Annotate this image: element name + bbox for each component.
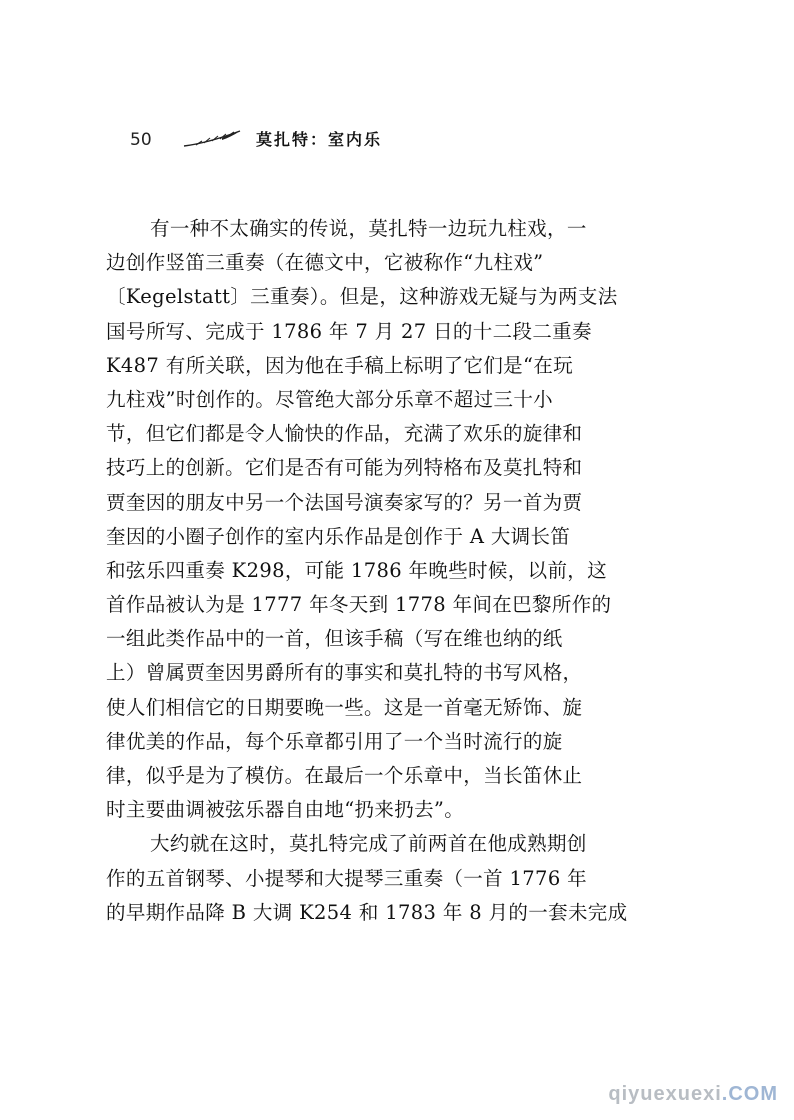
page-number: 50 (130, 130, 152, 150)
paragraph-1-line: 技巧上的创新。它们是否有可能为列特格布及莫扎特和 (106, 456, 583, 480)
paragraph-1-line: 使人们相信它的日期要晚一些。这是一首毫无矫饰、旋 (106, 695, 583, 719)
quill-ornament-icon (182, 130, 242, 148)
paragraph-1-line: 节，但它们都是令人愉快的作品，充满了欢乐的旋律和 (106, 422, 583, 446)
site-watermark (608, 1082, 778, 1106)
page-header (130, 128, 550, 156)
paragraph-1-line: K487 有所关联，因为他在手稿上标明了它们是“在玩 (106, 353, 574, 377)
paragraph-1-line: 和弦乐四重奏 K298，可能 1786 年晚些时候，以前，这 (106, 558, 608, 582)
paragraph-2-line: 的早期作品降 B 大调 K254 和 1783 年 8 月的一套未完成 (106, 900, 628, 924)
paragraph-1-line: 国号所写、完成于 1786 年 7 月 27 日的十二段二重奏 (106, 319, 592, 343)
paragraph-2-line: 大约就在这时，莫扎特完成了前两首在他成熟期创 (150, 832, 587, 856)
paragraph-1-line: 奎因的小圈子创作的室内乐作品是创作于 A 大调长笛 (106, 524, 571, 548)
paragraph-2-line: 作的五首钢琴、小提琴和大提琴三重奏（一首 1776 年 (106, 866, 587, 890)
paragraph-1-line: 律优美的作品，每个乐章都引用了一个当时流行的旋 (106, 729, 563, 753)
paragraph-1-line: 律，似乎是为了模仿。在最后一个乐章中，当长笛休止 (106, 764, 583, 787)
watermark-suffix-text: .COM (721, 1083, 778, 1105)
paragraph-1-line: 上）曾属贾奎因男爵所有的事实和莫扎特的书写风格， (106, 661, 583, 685)
paragraph-1-line: 〔Kegelstatt〕三重奏）。但是，这种游戏无疑与为两支法 (106, 285, 618, 309)
paragraph-1-line: 九柱戏”时创作的。尽管绝大部分乐章不超过三十小 (106, 387, 554, 411)
paragraph-1-line: 贾奎因的朋友中另一个法国号演奏家写的？另一首为贾 (106, 490, 583, 514)
body-text (106, 212, 662, 930)
running-title: 莫扎特：室内乐 (256, 130, 383, 149)
watermark-main-text: qiyuexuexi (608, 1083, 722, 1105)
paragraph-1-line: 首作品被认为是 1777 年冬天到 1778 年间在巴黎所作的 (106, 593, 612, 617)
paragraph-1-line: 边创作竖笛三重奏（在德文中，它被称作“九柱戏” (106, 251, 544, 275)
paragraph-1-line: 一组此类作品中的一首，但该手稿（写在维也纳的纸 (106, 627, 563, 651)
paragraph-1-line: 时主要曲调被弦乐器自由地“扔来扔去”。 (106, 798, 465, 822)
paragraph-1-line: 有一种不太确实的传说，莫扎特一边玩九柱戏，一 (150, 217, 587, 240)
